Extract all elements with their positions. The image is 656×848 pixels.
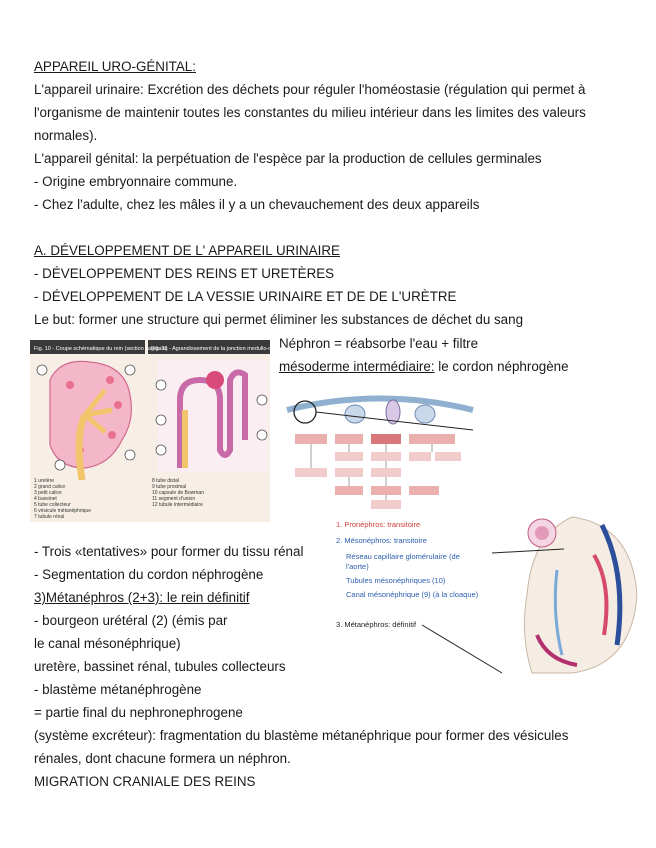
legend-right-1: 8 tube distal <box>152 478 179 484</box>
lower-line-3: 3)Métanéphros (2+3): le rein définitif <box>34 590 250 605</box>
nephron-note: Néphron = réabsorbe l'eau + filtre <box>279 336 479 351</box>
lower-line-4: - bourgeon urétéral (2) (émis par <box>34 613 228 628</box>
lower-line-7: - blastème métanéphrogène <box>34 682 202 697</box>
legend-left-1: 1 uretère <box>34 478 55 484</box>
lower-line-6: uretère, bassinet rénal, tubules collecteurs <box>34 659 286 674</box>
kidney-figure <box>30 340 289 522</box>
lower-line-11: MIGRATION CRANIALE DES REINS <box>34 774 256 789</box>
mesoderm-label: mésoderme intermédiaire: <box>279 359 435 374</box>
legend-left-3: 3 petit calice <box>34 490 62 496</box>
lower-line-5: le canal mésonéphrique) <box>34 636 181 651</box>
kidney-diagram <box>30 340 289 522</box>
legend-left-2: 2 grand calice <box>34 484 66 490</box>
legend-right-2: 9 tube proximal <box>152 484 187 490</box>
mesoderm-rest: le cordon néphrogène <box>434 359 569 374</box>
lower-line-8: = partie final du nephronephrogene <box>34 705 243 720</box>
intro-line-4: L'appareil génital: la perpétuation de l'espèce par la production de cellules germinales <box>34 151 542 166</box>
section-a-line-3: Le but: former une structure qui permet éliminer les substances de déchet du sang <box>34 312 524 327</box>
list-item-2a: Réseau capillaire glomérulaire (de <box>346 552 460 561</box>
legend-left-5: 5 tube collecteur <box>34 502 71 508</box>
intro-line-2: l'organisme de maintenir toutes les constantes du milieu intérieur dans les limites des valeurs <box>34 105 586 120</box>
section-a-heading: A. DÉVELOPPEMENT DE L' APPAREIL URINAIRE <box>34 243 340 258</box>
lower-line-9: (système excréteur): fragmentation du blastème métanéphrique pour former des vésicules <box>34 728 569 743</box>
fig10-caption: Fig. 10 - Coupe schématique du rein (section sagittale) <box>34 346 168 352</box>
legend-left-6: 6 vésicule métanéphrique <box>34 508 91 514</box>
intro-line-5: - Origine embryonnaire commune. <box>34 174 238 189</box>
fig11-caption: Fig. 11 - Agrandissement de la jonction medullo-corticale <box>151 346 289 352</box>
list-item-2: 2. Mésonéphros: transitoire <box>336 536 427 545</box>
list-item-2b: l'aorte) <box>346 562 369 571</box>
intro-line-3: normales). <box>34 128 98 143</box>
legend-left-4: 4 bassinet <box>34 496 57 502</box>
page-title: APPAREIL URO-GÉNITAL: <box>34 59 196 74</box>
section-a-line-1: - DÉVELOPPEMENT DES REINS ET URETÈRES <box>34 266 335 281</box>
legend-right-3: 10 capsule de Bowman <box>152 490 204 496</box>
embryo-figure <box>332 515 648 677</box>
legend-left-7: 7 tubule rénal <box>34 514 65 520</box>
lower-line-2: - Segmentation du cordon néphrogène <box>34 567 264 582</box>
legend-right-5: 12 tubule intermédiaire <box>152 502 203 508</box>
list-item-2c: Tubules mésonéphriques (10) <box>346 576 446 585</box>
list-item-3: 3. Métanéphros: définitif <box>336 620 417 629</box>
intro-line-1: L'appareil urinaire: Excrétion des déchets pour réguler l'homéostasie (régulation qui permet à <box>34 82 586 97</box>
lower-line-10: rénales, dont chacune formera un néphron. <box>34 751 291 766</box>
mesoderm-note <box>279 358 569 376</box>
mesoderm-diagram <box>285 382 475 514</box>
list-item-2d: Canal mésonéphrique (9) (à la cloaque) <box>346 590 479 599</box>
lower-line-1: - Trois «tentatives» pour former du tissu rénal <box>34 544 304 559</box>
list-item-1: 1. Pronéphros: transitoire <box>336 520 421 529</box>
section-a-line-2: - DÉVELOPPEMENT DE LA VESSIE URINAIRE ET DE DE L'URÈTRE <box>34 289 457 304</box>
legend-right-4: 11 segment d'union <box>152 496 196 502</box>
intro-line-6: - Chez l'adulte, chez les mâles il y a un chevauchement des deux appareils <box>34 197 480 212</box>
